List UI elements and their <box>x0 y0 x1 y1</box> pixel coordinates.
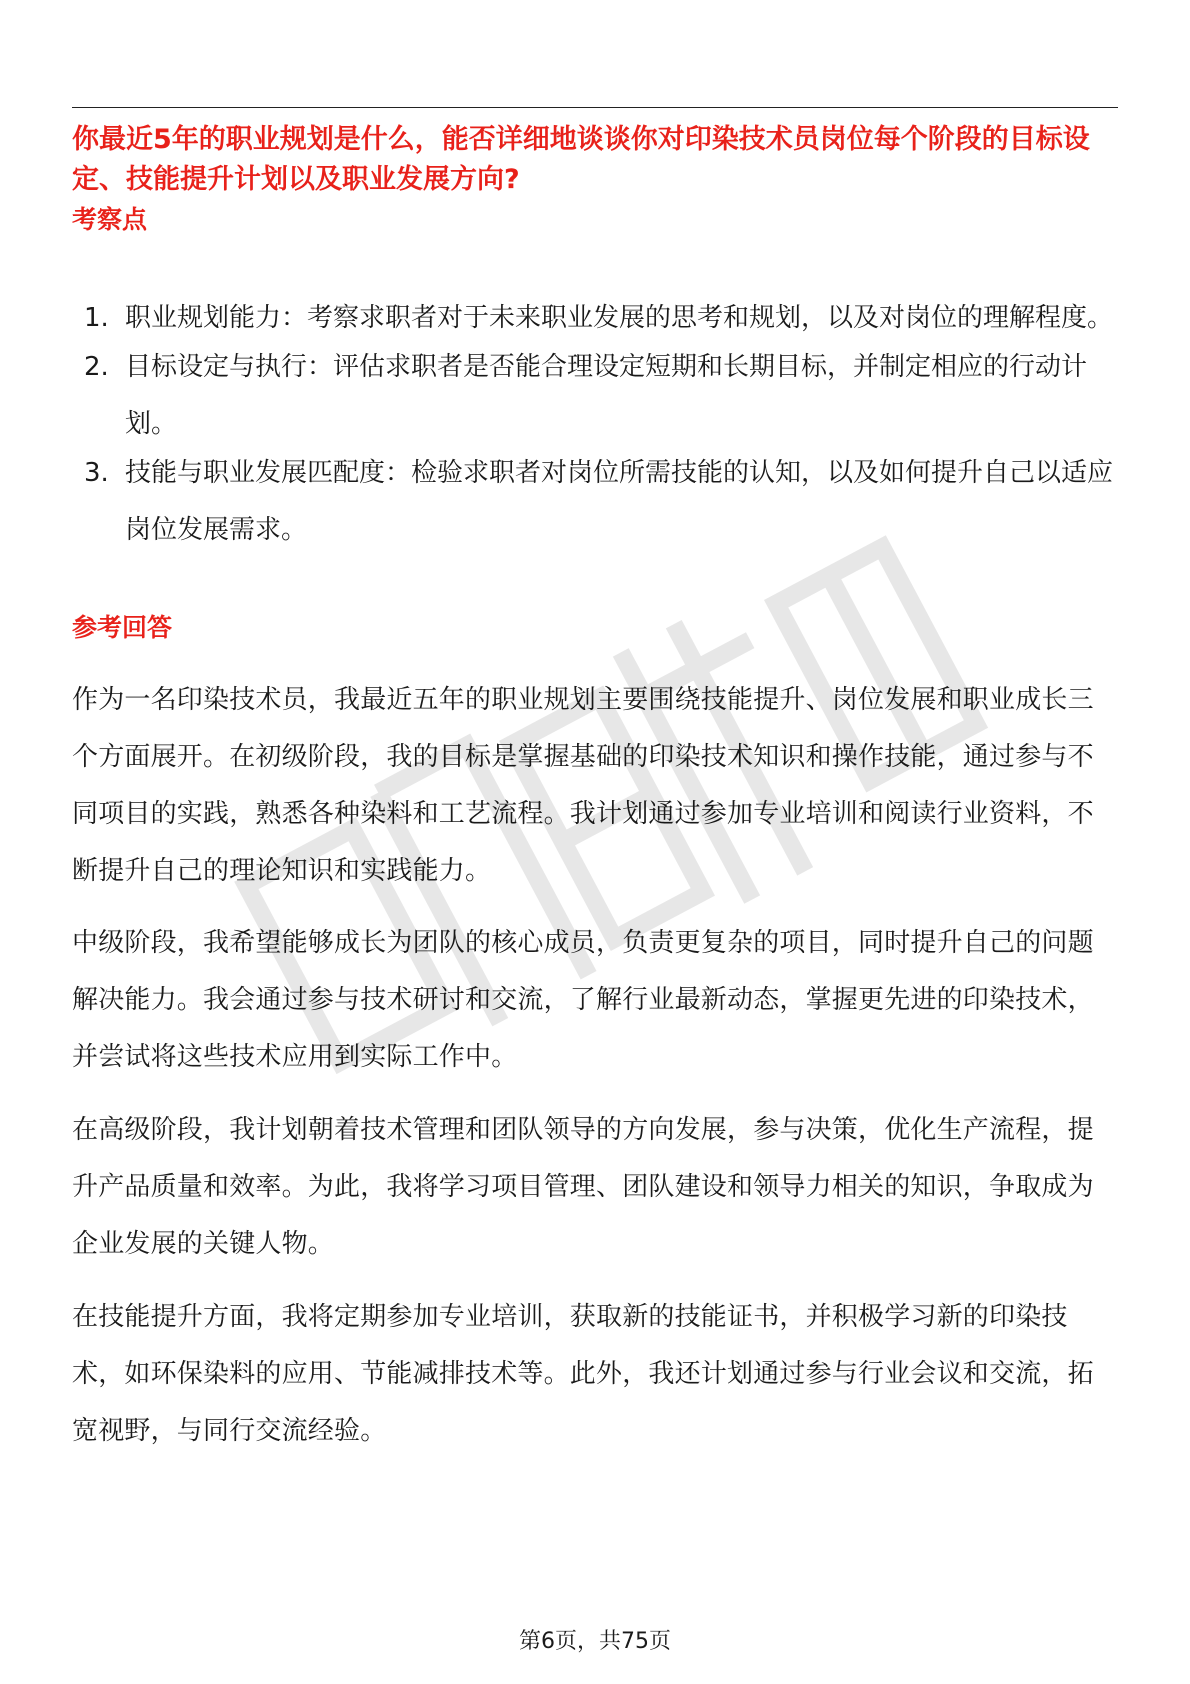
list-item-number: 3. <box>84 458 109 488</box>
focus-points-list <box>72 290 1118 559</box>
list-item-number: 1. <box>84 303 109 333</box>
answer-paragraph: 在高级阶段，我计划朝着技术管理和团队领导的方向发展，参与决策，优化生产流程，提升产品质量和效率。为此，我将学习项目管理、团队建设和领导力相关的知识，争取成为企业发展的关键人物。 <box>72 1115 1094 1259</box>
list-item <box>72 445 1118 559</box>
answer-section-title: 参考回答 <box>72 613 173 642</box>
list-item-text: 技能与职业发展匹配度：检验求职者对岗位所需技能的认知，以及如何提升自己以适应岗位发展需求。 <box>125 458 1114 545</box>
list-item-text: 目标设定与执行：评估求职者是否能合理设定短期和长期目标，并制定相应的行动计划。 <box>125 352 1088 439</box>
answer-paragraph: 作为一名印染技术员，我最近五年的职业规划主要围绕技能提升、岗位发展和职业成长三个方面展开。在初级阶段，我的目标是掌握基础的印染技术知识和操作技能，通过参与不同项目的实践，熟悉各种染料和工艺流程。我计划通过参加专业培训和阅读行业资料，不断提升自己的理论知识和实践能力。 <box>72 685 1094 886</box>
focus-section-title: 考察点 <box>72 205 148 234</box>
answer-paragraph: 中级阶段，我希望能够成长为团队的核心成员，负责更复杂的项目，同时提升自己的问题解决能力。我会通过参与技术研讨和交流，了解行业最新动态，掌握更先进的印染技术，并尝试将这些技术应用到实际工作中。 <box>72 928 1094 1072</box>
list-item <box>72 339 1118 453</box>
answer-paragraph: 在技能提升方面，我将定期参加专业培训，获取新的技能证书，并积极学习新的印染技术，如环保染料的应用、节能减排技术等。此外，我还计划通过参与行业会议和交流，拓宽视野，与同行交流经验。 <box>72 1302 1094 1446</box>
top-divider <box>72 107 1118 108</box>
page-number-footer: 第6页，共75页 <box>519 1629 671 1654</box>
list-item-number: 2. <box>84 352 109 382</box>
list-item-text: 职业规划能力：考察求职者对于未来职业发展的思考和规划，以及对岗位的理解程度。 <box>125 303 1114 333</box>
question-heading: 你最近5年的职业规划是什么，能否详细地谈谈你对印染技术员岗位每个阶段的目标设定、技能提升计划以及职业发展方向? <box>72 124 1090 195</box>
